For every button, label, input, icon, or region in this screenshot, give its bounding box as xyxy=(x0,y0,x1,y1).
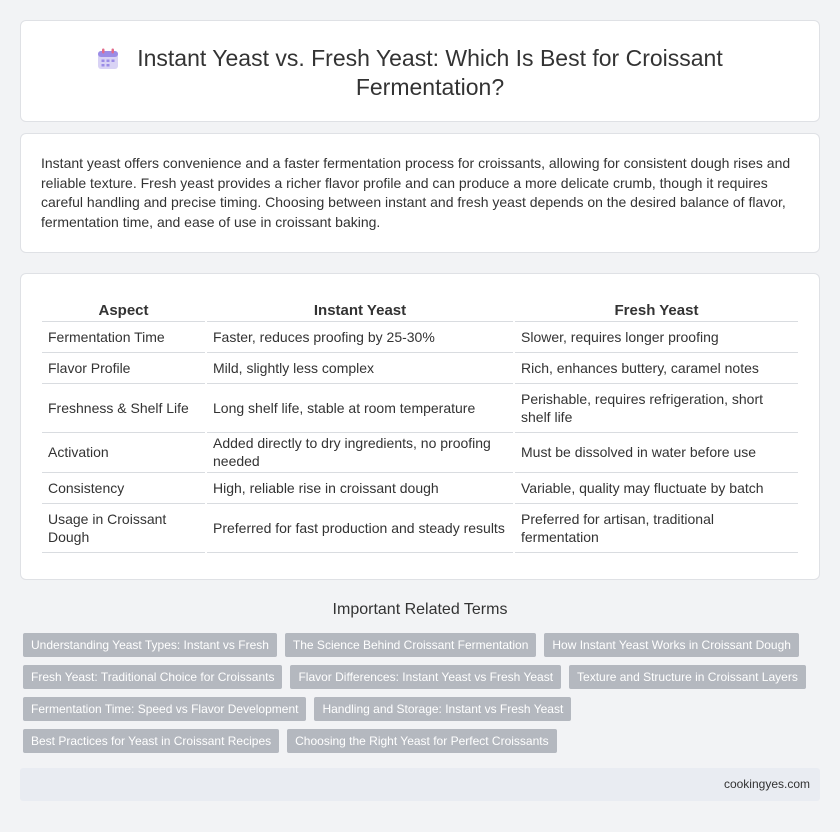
table-cell: Consistency xyxy=(42,472,206,503)
related-term-tag[interactable]: Choosing the Right Yeast for Perfect Croissants xyxy=(287,729,556,753)
tag-row xyxy=(23,665,803,689)
related-terms-list xyxy=(23,633,803,761)
table-cell: Long shelf life, stable at room temperature xyxy=(206,383,514,432)
comparison-card xyxy=(20,273,820,580)
table-cell: Variable, quality may fluctuate by batch xyxy=(514,472,798,503)
related-term-tag[interactable]: Handling and Storage: Instant vs Fresh Yeast xyxy=(314,697,571,721)
table-cell: Must be dissolved in water before use xyxy=(514,432,798,472)
related-term-tag[interactable]: How Instant Yeast Works in Croissant Dough xyxy=(544,633,799,657)
column-header-fresh-yeast: Fresh Yeast xyxy=(514,293,798,321)
column-header-instant-yeast: Instant Yeast xyxy=(206,293,514,321)
comparison-table xyxy=(42,293,798,553)
table-cell: Preferred for artisan, traditional fermentation xyxy=(514,503,798,552)
tag-row xyxy=(23,697,803,721)
related-term-tag[interactable]: Understanding Yeast Types: Instant vs Fresh xyxy=(23,633,277,657)
table-row xyxy=(42,383,798,432)
related-terms-title: Important Related Terms xyxy=(332,601,508,618)
table-row xyxy=(42,352,798,383)
intro-paragraph: Instant yeast offers convenience and a faster fermentation process for croissants, allowing for consistent dough rises and reliable texture. Fresh yeast provides a richer flavor profile and can produce a more delicate crumb, though it requires careful handling and precise timing. Choosing between instant and fresh yeast depends on the desired balance of flavor, fermentation time, and ease of use in croissant baking. xyxy=(41,155,791,230)
table-cell: Rich, enhances buttery, caramel notes xyxy=(514,352,798,383)
table-cell: Fermentation Time xyxy=(42,321,206,352)
table-row xyxy=(42,321,798,352)
table-cell: Activation xyxy=(42,432,206,472)
footer xyxy=(20,768,820,801)
related-term-tag[interactable]: Fermentation Time: Speed vs Flavor Development xyxy=(23,697,306,721)
page-title: Instant Yeast vs. Fresh Yeast: Which Is Best for Croissant Fermentation? xyxy=(137,45,723,100)
footer-site-name: cookingyes.com xyxy=(723,777,810,791)
intro-card xyxy=(20,133,820,253)
column-header-aspect: Aspect xyxy=(42,293,206,321)
table-cell: Mild, slightly less complex xyxy=(206,352,514,383)
table-cell: Preferred for fast production and steady results xyxy=(206,503,514,552)
table-cell: Usage in Croissant Dough xyxy=(42,503,206,552)
table-row xyxy=(42,503,798,552)
related-term-tag[interactable]: Fresh Yeast: Traditional Choice for Croissants xyxy=(23,665,282,689)
related-term-tag[interactable]: Flavor Differences: Instant Yeast vs Fresh Yeast xyxy=(290,665,561,689)
related-term-tag[interactable]: The Science Behind Croissant Fermentation xyxy=(285,633,536,657)
table-cell: Flavor Profile xyxy=(42,352,206,383)
title-card xyxy=(20,20,820,122)
table-row xyxy=(42,472,798,503)
tag-row xyxy=(23,729,803,753)
related-term-tag[interactable]: Texture and Structure in Croissant Layers xyxy=(569,665,806,689)
table-cell: High, reliable rise in croissant dough xyxy=(206,472,514,503)
table-cell: Slower, requires longer proofing xyxy=(514,321,798,352)
table-cell: Faster, reduces proofing by 25-30% xyxy=(206,321,514,352)
table-cell: Added directly to dry ingredients, no proofing needed xyxy=(206,432,514,472)
table-cell: Freshness & Shelf Life xyxy=(42,383,206,432)
related-term-tag[interactable]: Best Practices for Yeast in Croissant Recipes xyxy=(23,729,279,753)
table-cell: Perishable, requires refrigeration, short shelf life xyxy=(514,383,798,432)
tag-row xyxy=(23,633,803,657)
table-row xyxy=(42,432,798,472)
table-header-row xyxy=(42,293,798,321)
